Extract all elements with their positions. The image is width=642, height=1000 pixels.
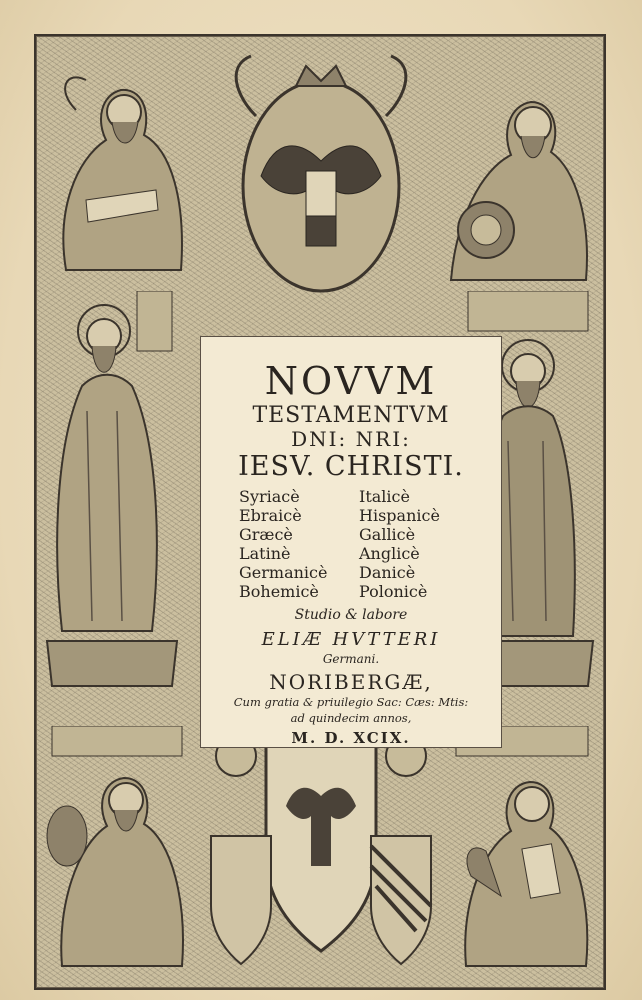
- title-novum: NOVVM: [264, 359, 438, 403]
- language-right: Anglicè: [359, 544, 420, 563]
- languages-list: [239, 487, 469, 601]
- language-left: Græcè: [239, 525, 293, 544]
- evangelist-john-figure: [446, 726, 598, 976]
- language-left: Ebraicè: [239, 506, 302, 525]
- language-right: Gallicè: [359, 525, 416, 544]
- language-right: Hispanicè: [359, 506, 440, 525]
- imperial-eagle-crest: [226, 46, 416, 306]
- privilege-duration: ad quindecim annos,: [290, 711, 412, 725]
- language-row: [239, 506, 469, 525]
- evangelist-luke-figure: [42, 726, 192, 976]
- title-cartouche: [200, 336, 502, 748]
- language-left: Germanicè: [239, 563, 328, 582]
- engraved-border-frame: [34, 34, 606, 990]
- saint-paul-figure: [42, 291, 182, 691]
- language-row: [239, 525, 469, 544]
- language-right: Italicè: [359, 487, 410, 506]
- language-right: Danicè: [359, 563, 416, 582]
- language-left: Syriacè: [239, 487, 300, 506]
- language-right: Polonicè: [359, 582, 428, 601]
- author-origin: Germani.: [322, 652, 380, 666]
- language-row: [239, 487, 469, 506]
- studio-labore: Studio & labore: [294, 607, 408, 623]
- imprint-year: M. D. XCIX.: [291, 729, 411, 747]
- nuremberg-coats-of-arms: [191, 716, 451, 981]
- title-testamentum: TESTAMENTVM: [252, 403, 450, 428]
- language-row: [239, 544, 469, 563]
- title-dni-nri: DNI: NRI:: [291, 427, 411, 451]
- imprint-place: NORIBERGÆ,: [269, 670, 433, 694]
- evangelist-mark-figure: [441, 50, 596, 290]
- language-left: Bohemicè: [239, 582, 319, 601]
- language-row: [239, 582, 469, 601]
- evangelist-matthew-figure: [46, 50, 196, 280]
- language-row: [239, 563, 469, 582]
- author-name: ELIÆ HVTTERI: [261, 629, 441, 650]
- title-iesu-christi: IESV. CHRISTI.: [238, 451, 464, 482]
- privilege-line: Cum gratia & priuilegio Sac: Cæs: Mtis:: [233, 695, 469, 709]
- language-left: Latinè: [239, 544, 291, 563]
